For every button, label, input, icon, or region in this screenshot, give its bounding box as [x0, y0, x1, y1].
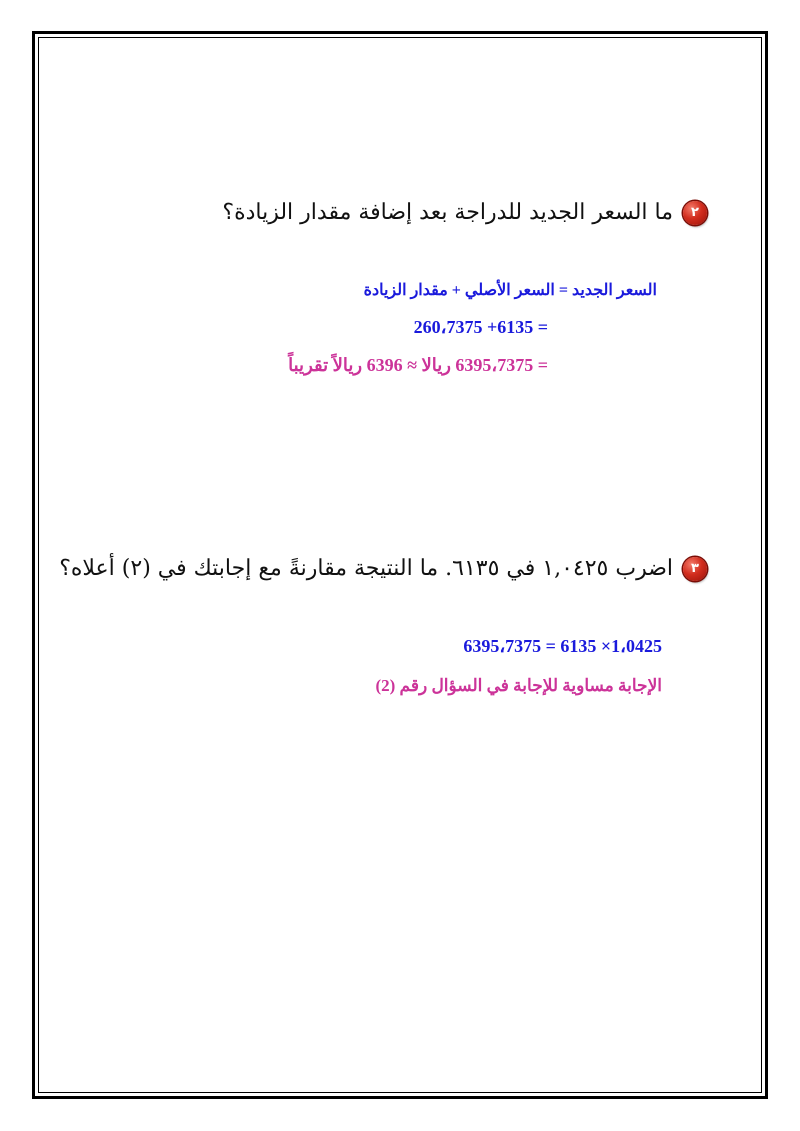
answer-3-conclusion: الإجابة مساوية للإجابة في السؤال رقم (2) — [375, 676, 662, 695]
question-3-text: اضرب ١,٠٤٢٥ في ٦١٣٥. ما النتيجة مقارنةً مع إجابتك في (٢) أعلاه؟ — [59, 556, 673, 581]
question-2 — [222, 200, 707, 225]
question-2-number-badge — [683, 201, 707, 225]
question-3 — [59, 556, 707, 581]
question-2-text: ما السعر الجديد للدراجة بعد إضافة مقدار الزيادة؟ — [222, 200, 673, 225]
answer-3-calculation-value: 6395،7375 = 6135 ×1،0425 — [463, 636, 662, 656]
answer-2-formula: السعر الجديد = السعر الأصلي + مقدار الزيادة — [363, 282, 657, 299]
question-3-number-badge — [683, 557, 707, 581]
answer-2-step-1-value: 260،7375 +6135 = — [413, 317, 548, 337]
question-2-number: ٢ — [691, 205, 699, 220]
answer-2-step-1 — [414, 317, 548, 338]
answer-3-calculation — [463, 636, 662, 657]
question-3-number: ٣ — [691, 561, 699, 576]
answer-2-step-2: = 6395،7375 ريالا ≈ 6396 ريالاً تقريباً — [288, 355, 548, 375]
